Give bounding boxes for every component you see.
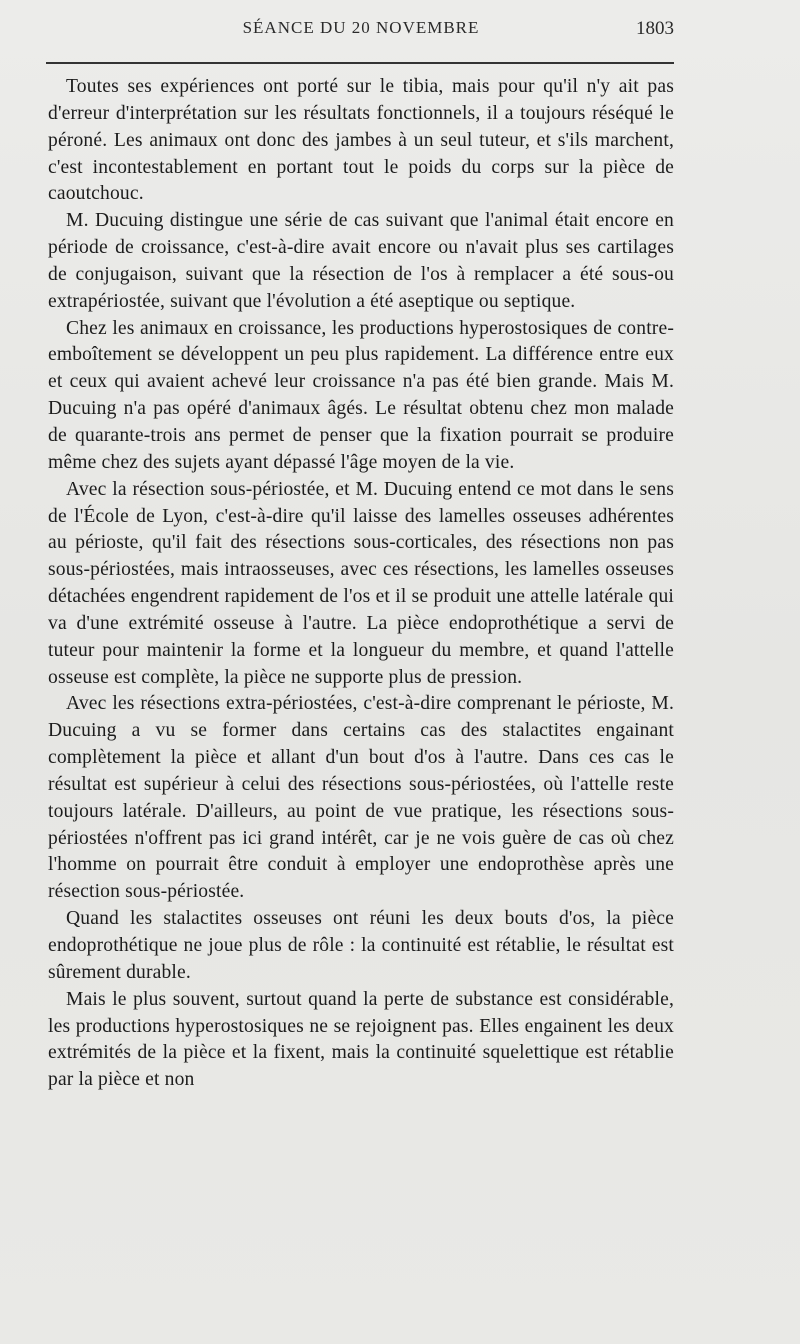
paragraph-growing-animals: Chez les animaux en croissance, les productions hyperostosiques de contre-emboîtement se développent un peu plus rapidement. La différence entre eux et ceux qui avaient achevé leur croissance n'a pas été bien grande. Mais M. Ducuing n'a pas opéré d'animaux âgés. Le résultat obtenu chez mon malade de quarante-trois ans permet de penser que la fixation pourrait se produire même chez des sujets ayant dépassé l'âge moyen de la vie. — [48, 317, 674, 473]
paragraph-hyperostosis: Mais le plus souvent, surtout quand la perte de substance est considérable, les productions hyperostosiques ne se rejoignent pas. Elles engainent les deux extrémités de la pièce et la fixent, mais la continuité squelettique est rétablie par la pièce et non — [48, 988, 674, 1091]
paragraph-bone-stalactites: Quand les stalactites osseuses ont réuni les deux bouts d'os, la pièce endoprothétique ne joue plus de rôle : la continuité est rétablie, le résultat est sûrement durable. — [48, 908, 674, 983]
running-head — [48, 18, 674, 46]
paragraph-subperiosteal-resection: Avec la résection sous-périostée, et M. Ducuing entend ce mot dans le sens de l'École de Lyon, c'est-à-dire qu'il laisse des lamelles osseuses adhérentes au périoste, qu'il fait des résections sous-corticales, des résections non pas sous-périostées, mais intraosseuses, avec ces résections, les lamelles osseuses détachées engendrent rapidement de l'os et il se produit une attelle latérale qui va d'une extrémité osseuse à l'autre. La pièce endoprothétique a servi de tuteur pour maintenir la forme et la longueur du membre, et quand l'attelle osseuse est complète, la pièce ne supporte plus de pression. — [48, 478, 674, 688]
paragraph-experiments: Toutes ses expériences ont porté sur le tibia, mais pour qu'il n'y ait pas d'erreur d'interprétation sur les résultats fonctionnels, il a toujours réséqué le péroné. Les animaux ont donc des jambes à un seul tuteur, et s'ils marchent, c'est incontestablement en portant tout le poids du corps sur la pièce de caoutchouc. — [48, 76, 674, 205]
header-rule — [46, 62, 674, 64]
page-number: 1803 — [636, 18, 674, 39]
paragraph-extraperiosteal-resection: Avec les résections extra-périostées, c'est-à-dire comprenant le périoste, M. Ducuing a vu se former dans certains cas des stalactites engainant complètement la pièce et allant d'un bout d'os à l'autre. Dans ces cas le résultat est supérieur à celui des résections sous-périostées, où l'attelle reste toujours latérale. D'ailleurs, au point de vue pratique, les résections sous-périostées n'offrent pas ici grand intérêt, car je ne vois guère de cas où chez l'homme on pourrait être conduit à employer une endoprothèse après une résection sous-périostée. — [48, 693, 674, 903]
body-text — [48, 74, 674, 1094]
paragraph-case-series: M. Ducuing distingue une série de cas suivant que l'animal était encore en période de croissance, c'est-à-dire avait encore ou n'avait plus ses cartilages de conjugaison, suivant que la résection de l'os à remplacer a été sous-ou extrapériostée, suivant que l'évolution a été aseptique ou septique. — [48, 210, 674, 312]
running-title: SÉANCE DU 20 NOVEMBRE — [242, 18, 480, 37]
